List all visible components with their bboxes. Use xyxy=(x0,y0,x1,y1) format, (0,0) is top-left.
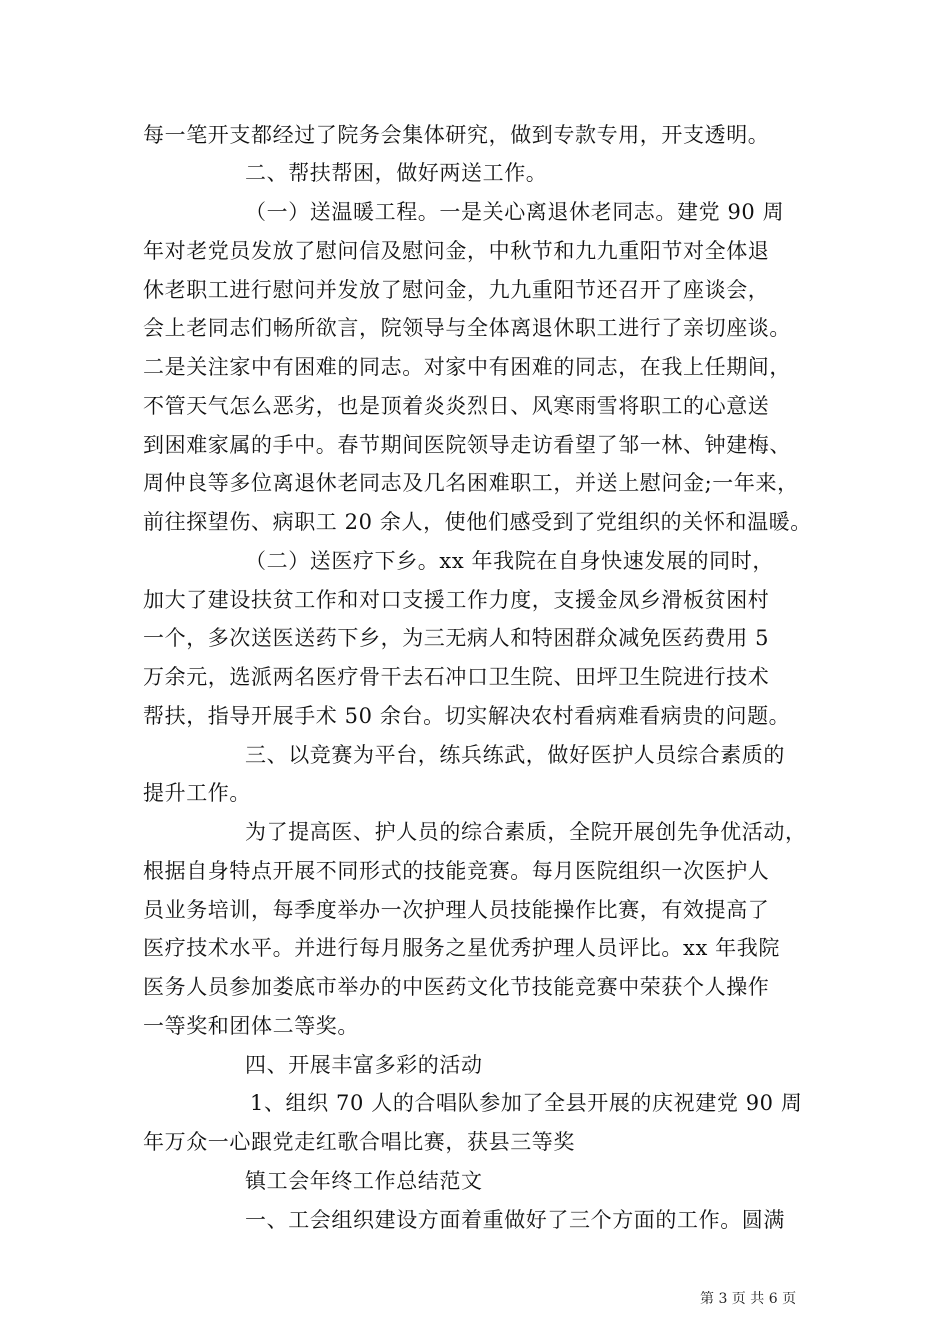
page-number: 第 3 页 共 6 页 xyxy=(700,1291,797,1307)
text-line: （二）送医疗下乡。xx 年我院在自身快速发展的同时， xyxy=(245,549,774,573)
text-line: 医疗技术水平。并进行每月服务之星优秀护理人员评比。xx 年我院 xyxy=(143,936,780,960)
section-heading: 二、帮扶帮困，做好两送工作。 xyxy=(245,161,548,185)
text-line: （一）送温暖工程。一是关心离退休老同志。建党 90 周 xyxy=(245,200,785,224)
text-line: 到困难家属的手中。春节期间医院领导走访看望了邹一林、钟建梅、 xyxy=(143,433,791,457)
text-line: 年对老党员发放了慰问信及慰问金，中秋节和九九重阳节对全体退 xyxy=(143,239,770,263)
section-heading: 三、以竞赛为平台，练兵练武，做好医护人员综合素质的 xyxy=(245,743,785,767)
text-line: 为了提高医、护人员的综合素质，全院开展创先争优活动， xyxy=(245,820,807,844)
section-heading: 一、工会组织建设方面着重做好了三个方面的工作。圆满 xyxy=(245,1208,785,1232)
text-line: 帮扶，指导开展手术 50 余台。切实解决农村看病难看病贵的问题。 xyxy=(143,704,791,728)
text-line: 每一笔开支都经过了院务会集体研究，做到专款专用，开支透明。 xyxy=(143,123,770,147)
text-line: 1、组织 70 人的合唱队参加了全县开展的庆祝建党 90 周 xyxy=(250,1091,803,1115)
section-heading: 提升工作。 xyxy=(143,781,251,805)
text-line: 周仲良等多位离退休老同志及几名困难职工，并送上慰问金;一年来， xyxy=(143,471,799,495)
text-line: 年万众一心跟党走红歌合唱比赛，获县三等奖 xyxy=(143,1130,575,1154)
text-line: 根据自身特点开展不同形式的技能竞赛。每月医院组织一次医护人 xyxy=(143,859,770,883)
text-line: 加大了建设扶贫工作和对口支援工作力度，支援金凤乡滑板贫困村 xyxy=(143,588,770,612)
section-heading: 四、开展丰富多彩的活动 xyxy=(245,1053,483,1077)
text-line: 二是关注家中有困难的同志。对家中有困难的同志，在我上任期间， xyxy=(143,355,791,379)
text-line: 员业务培训，每季度举办一次护理人员技能操作比赛，有效提高了 xyxy=(143,898,770,922)
text-line: 休老职工进行慰问并发放了慰问金，九九重阳节还召开了座谈会， xyxy=(143,278,770,302)
text-line: 一个，多次送医送药下乡，为三无病人和特困群众减免医药费用 5 xyxy=(143,626,770,650)
text-line: 会上老同志们畅所欲言，院领导与全体离退休职工进行了亲切座谈。 xyxy=(143,316,791,340)
text-line: 一等奖和团体二等奖。 xyxy=(143,1014,359,1038)
text-line: 医务人员参加娄底市举办的中医药文化节技能竞赛中荣获个人操作 xyxy=(143,975,770,999)
text-line: 前往探望伤、病职工 20 余人，使他们感受到了党组织的关怀和温暖。 xyxy=(143,510,812,534)
text-line: 万余元，选派两名医疗骨干去石冲口卫生院、田坪卫生院进行技术 xyxy=(143,665,770,689)
document-title: 镇工会年终工作总结范文 xyxy=(245,1169,483,1193)
text-line: 不管天气怎么恶劣，也是顶着炎炎烈日、风寒雨雪将职工的心意送 xyxy=(143,394,770,418)
